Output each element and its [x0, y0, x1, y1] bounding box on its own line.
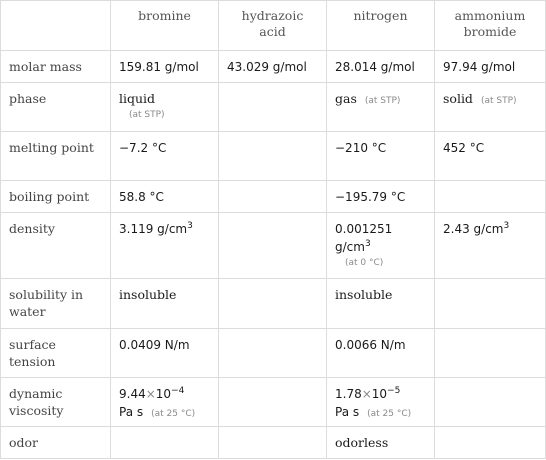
header-nitrogen: nitrogen — [327, 1, 435, 51]
cell-ammonium-bromide — [435, 378, 546, 427]
row-label: dynamic viscosity — [1, 378, 111, 427]
row-phase — [1, 83, 546, 132]
cell-ammonium-bromide: solid (at STP) — [435, 83, 546, 132]
cell-hydrazoic-acid — [219, 181, 327, 213]
cell-bromine — [111, 427, 219, 459]
cell-nitrogen: odorless — [327, 427, 435, 459]
cell-hydrazoic-acid: 43.029 g/mol — [219, 51, 327, 83]
cell-nitrogen: 28.014 g/mol — [327, 51, 435, 83]
cell-ammonium-bromide — [435, 181, 546, 213]
condition-note: (at 25 °C) — [367, 409, 412, 419]
cell-nitrogen: 0.001251 $g/cm^3$ (at 0 °C) — [327, 213, 435, 279]
cell-bromine: $9.44\times 10^{-4}$ Pa s (at 25 °C) — [111, 378, 219, 427]
cell-ammonium-bromide — [435, 427, 546, 459]
row-melting-point — [1, 132, 546, 181]
row-label: odor — [1, 427, 111, 459]
row-label: molar mass — [1, 51, 111, 83]
cell-ammonium-bromide: 452 °C — [435, 132, 546, 181]
row-surface-tension — [1, 329, 546, 378]
row-dynamic-viscosity — [1, 378, 546, 427]
header-row — [1, 1, 546, 51]
cell-ammonium-bromide — [435, 329, 546, 378]
cell-hydrazoic-acid — [219, 83, 327, 132]
cell-nitrogen: gas (at STP) — [327, 83, 435, 132]
condition-note: (at 25 °C) — [151, 409, 196, 419]
cell-bromine: insoluble — [111, 279, 219, 329]
cell-nitrogen: $1.78\times 10^{-5}$ Pa s (at 25 °C) — [327, 378, 435, 427]
row-molar-mass — [1, 51, 546, 83]
row-boiling-point — [1, 181, 546, 213]
cell-nitrogen: 0.0066 N/m — [327, 329, 435, 378]
cell-bromine: −7.2 °C — [111, 132, 219, 181]
condition-note: (at STP) — [364, 96, 401, 106]
cell-hydrazoic-acid — [219, 427, 327, 459]
cell-nitrogen: −210 °C — [327, 132, 435, 181]
cell-bromine: liquid (at STP) — [111, 83, 219, 132]
cell-ammonium-bromide: 2.43 $g/cm^3$ — [435, 213, 546, 279]
header-hydrazoic-acid: hydrazoic acid — [219, 1, 327, 51]
cell-hydrazoic-acid — [219, 279, 327, 329]
row-odor — [1, 427, 546, 459]
header-ammonium-bromide: ammonium bromide — [435, 1, 546, 51]
cell-nitrogen: −195.79 °C — [327, 181, 435, 213]
row-solubility — [1, 279, 546, 329]
row-label: surface tension — [1, 329, 111, 378]
row-label: melting point — [1, 132, 111, 181]
cell-hydrazoic-acid — [219, 213, 327, 279]
row-label: boiling point — [1, 181, 111, 213]
cell-hydrazoic-acid — [219, 378, 327, 427]
condition-note: (at STP) — [480, 96, 517, 106]
row-label: phase — [1, 83, 111, 132]
cell-bromine: 3.119 $g/cm^3$ — [111, 213, 219, 279]
condition-note: (at 0 °C) — [345, 258, 384, 268]
cell-ammonium-bromide — [435, 279, 546, 329]
cell-hydrazoic-acid — [219, 329, 327, 378]
condition-note: (at STP) — [129, 110, 165, 120]
cell-hydrazoic-acid — [219, 132, 327, 181]
row-label: density — [1, 213, 111, 279]
cell-bromine: 159.81 g/mol — [111, 51, 219, 83]
cell-bromine: 58.8 °C — [111, 181, 219, 213]
header-bromine: bromine — [111, 1, 219, 51]
header-corner — [1, 1, 111, 51]
cell-nitrogen: insoluble — [327, 279, 435, 329]
row-label: solubility in water — [1, 279, 111, 329]
cell-bromine: 0.0409 N/m — [111, 329, 219, 378]
row-density — [1, 213, 546, 279]
cell-ammonium-bromide: 97.94 g/mol — [435, 51, 546, 83]
